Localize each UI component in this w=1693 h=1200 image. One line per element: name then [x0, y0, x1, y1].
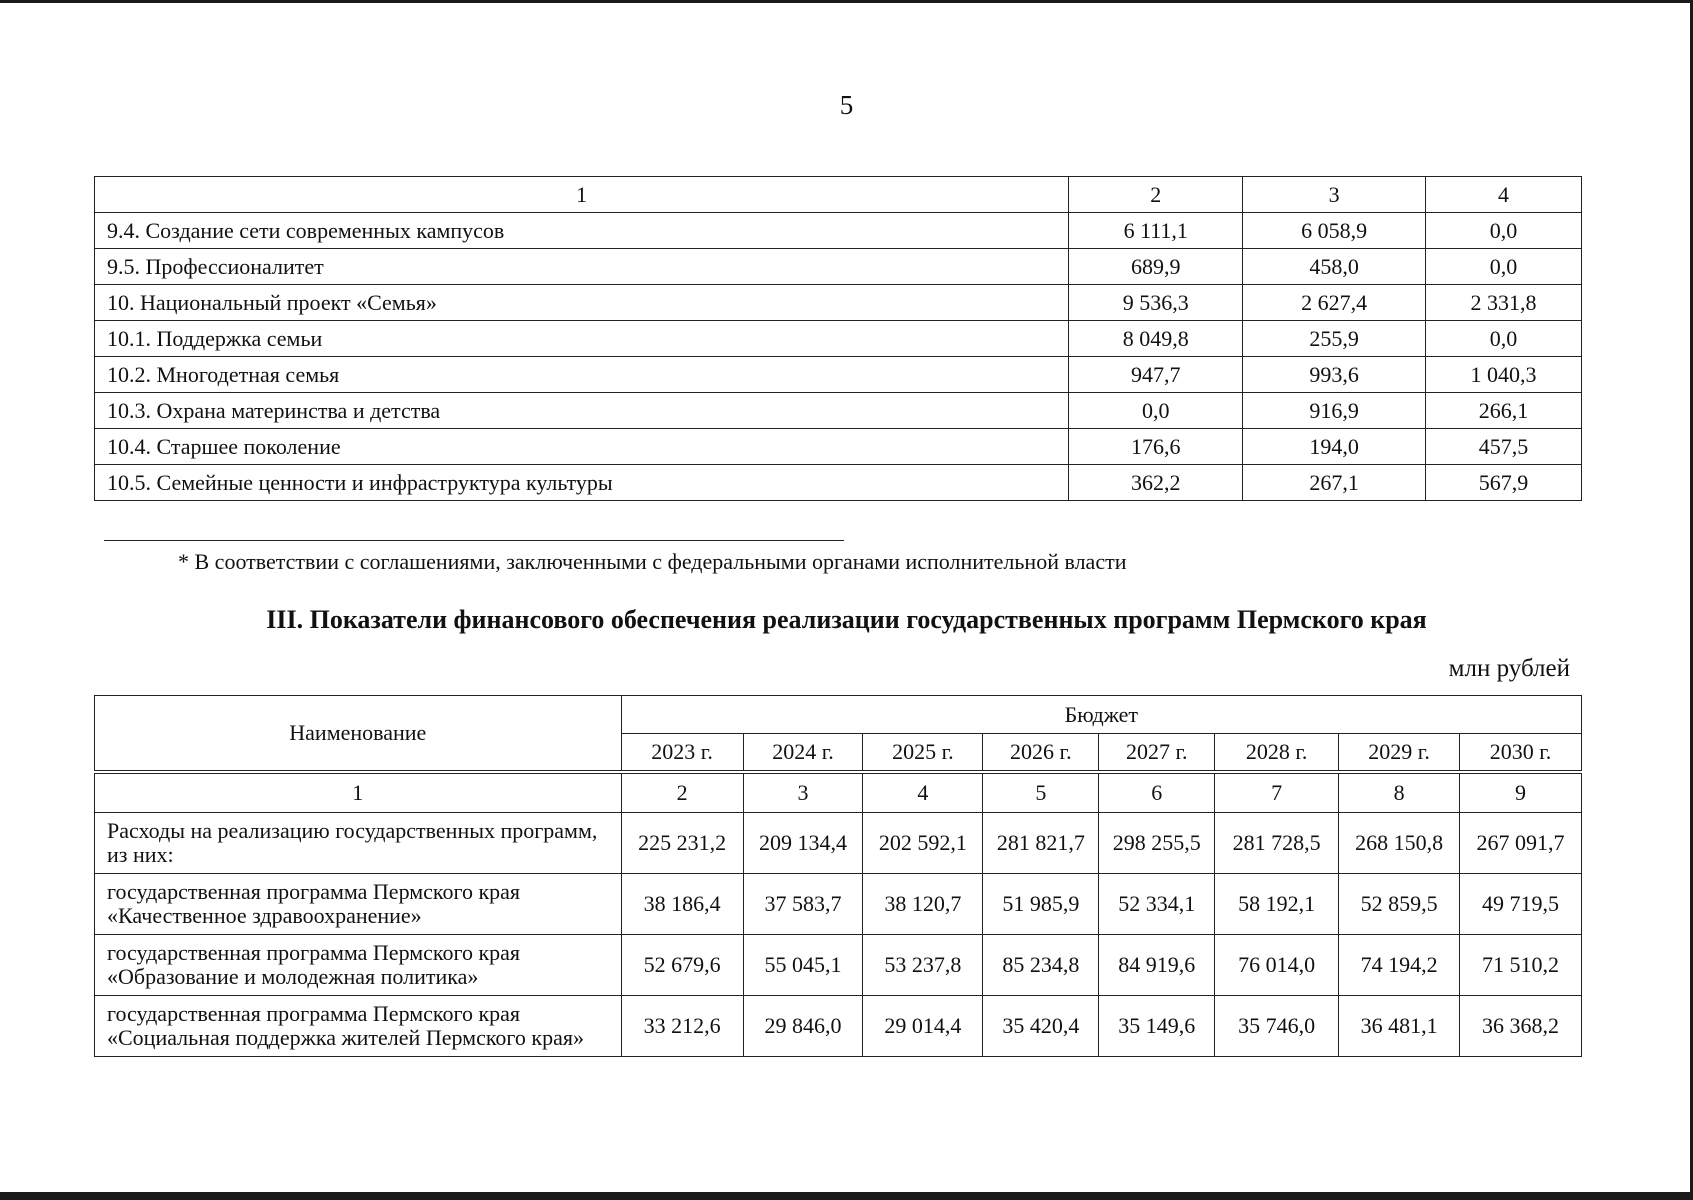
row-value: 2 331,8	[1426, 285, 1582, 321]
table-row	[95, 321, 1582, 357]
row-value: 52 679,6	[621, 935, 743, 996]
row-value: 33 212,6	[621, 996, 743, 1057]
row-value: 8 049,8	[1069, 321, 1243, 357]
row-name: 10. Национальный проект «Семья»	[95, 285, 1069, 321]
year-header: 2030 г.	[1460, 734, 1582, 773]
row-name: 10.4. Старшее поколение	[95, 429, 1069, 465]
row-value: 362,2	[1069, 465, 1243, 501]
row-value: 35 149,6	[1099, 996, 1215, 1057]
row-value: 458,0	[1243, 249, 1426, 285]
row-value: 76 014,0	[1215, 935, 1339, 996]
table-header-row	[95, 177, 1582, 213]
year-header: 2027 г.	[1099, 734, 1215, 773]
row-value: 916,9	[1243, 393, 1426, 429]
column-number: 2	[1069, 177, 1243, 213]
table-row	[95, 357, 1582, 393]
row-name-line: «Качественное здравоохранение»	[107, 903, 422, 928]
row-value: 84 919,6	[1099, 935, 1215, 996]
row-name-line: «Социальная поддержка жителей Пермского края»	[107, 1025, 584, 1050]
row-value: 281 821,7	[983, 813, 1099, 874]
column-number: 3	[743, 772, 863, 813]
row-value: 74 194,2	[1339, 935, 1460, 996]
table-row	[95, 429, 1582, 465]
table-row	[95, 935, 1582, 996]
row-value: 71 510,2	[1460, 935, 1582, 996]
year-header: 2025 г.	[863, 734, 983, 773]
row-value: 35 420,4	[983, 996, 1099, 1057]
row-name	[95, 935, 622, 996]
row-value: 0,0	[1069, 393, 1243, 429]
name-header: Наименование	[95, 696, 622, 773]
column-number: 2	[621, 772, 743, 813]
row-value: 1 040,3	[1426, 357, 1582, 393]
row-value: 38 120,7	[863, 874, 983, 935]
footnote-separator	[104, 540, 844, 541]
row-name-line: Расходы на реализацию государственных программ,	[107, 818, 598, 843]
row-value: 52 859,5	[1339, 874, 1460, 935]
row-value: 51 985,9	[983, 874, 1099, 935]
row-value: 255,9	[1243, 321, 1426, 357]
row-value: 36 481,1	[1339, 996, 1460, 1057]
year-header: 2023 г.	[621, 734, 743, 773]
row-value: 194,0	[1243, 429, 1426, 465]
section-title: III. Показатели финансового обеспечения реализации государственных программ Пермского края	[266, 605, 1427, 634]
row-value: 993,6	[1243, 357, 1426, 393]
row-name-line: государственная программа Пермского края	[107, 1001, 521, 1026]
row-name: 10.2. Многодетная семья	[95, 357, 1069, 393]
row-name	[95, 874, 622, 935]
row-name: 9.4. Создание сети современных кампусов	[95, 213, 1069, 249]
column-number: 1	[95, 177, 1069, 213]
units-label: млн рублей	[1448, 655, 1570, 682]
row-value: 0,0	[1426, 249, 1582, 285]
row-name-line: «Образование и молодежная политика»	[107, 964, 479, 989]
table-header-row	[95, 696, 1582, 734]
footnote: * В соответствии с соглашениями, заключенными с федеральными органами исполнительной власти	[178, 549, 1127, 574]
row-value: 6 111,1	[1069, 213, 1243, 249]
column-number: 9	[1460, 772, 1582, 813]
row-value: 52 334,1	[1099, 874, 1215, 935]
row-value: 281 728,5	[1215, 813, 1339, 874]
targets-table-continued	[94, 176, 1582, 501]
row-value: 267 091,7	[1460, 813, 1582, 874]
scan-border-bottom	[0, 1192, 1693, 1200]
table-row	[95, 285, 1582, 321]
row-value: 38 186,4	[621, 874, 743, 935]
row-name	[95, 813, 622, 874]
table-row	[95, 465, 1582, 501]
column-number: 8	[1339, 772, 1460, 813]
column-number: 4	[1426, 177, 1582, 213]
table-row	[95, 874, 1582, 935]
financing-table	[94, 695, 1582, 1057]
row-value: 29 014,4	[863, 996, 983, 1057]
scan-border-top	[0, 0, 1693, 3]
table-row	[95, 996, 1582, 1057]
row-value: 176,6	[1069, 429, 1243, 465]
row-name: 10.5. Семейные ценности и инфраструктура культуры	[95, 465, 1069, 501]
row-name-line: государственная программа Пермского края	[107, 879, 521, 904]
row-value: 567,9	[1426, 465, 1582, 501]
row-name-line: государственная программа Пермского края	[107, 940, 521, 965]
row-value: 36 368,2	[1460, 996, 1582, 1057]
table-row	[95, 393, 1582, 429]
table-row	[95, 813, 1582, 874]
row-name: 9.5. Профессионалитет	[95, 249, 1069, 285]
column-number: 1	[95, 772, 622, 813]
row-name: 10.1. Поддержка семьи	[95, 321, 1069, 357]
row-value: 225 231,2	[621, 813, 743, 874]
row-value: 85 234,8	[983, 935, 1099, 996]
row-value: 9 536,3	[1069, 285, 1243, 321]
row-value: 6 058,9	[1243, 213, 1426, 249]
row-value: 947,7	[1069, 357, 1243, 393]
row-value: 457,5	[1426, 429, 1582, 465]
row-value: 689,9	[1069, 249, 1243, 285]
table-row	[95, 213, 1582, 249]
row-value: 266,1	[1426, 393, 1582, 429]
year-header: 2029 г.	[1339, 734, 1460, 773]
column-number: 4	[863, 772, 983, 813]
row-value: 53 237,8	[863, 935, 983, 996]
year-header: 2026 г.	[983, 734, 1099, 773]
table-row	[95, 249, 1582, 285]
row-value: 29 846,0	[743, 996, 863, 1057]
row-name	[95, 996, 622, 1057]
row-value: 35 746,0	[1215, 996, 1339, 1057]
row-value: 267,1	[1243, 465, 1426, 501]
column-number-row	[95, 772, 1582, 813]
column-number: 6	[1099, 772, 1215, 813]
budget-header: Бюджет	[621, 696, 1581, 734]
row-value: 2 627,4	[1243, 285, 1426, 321]
row-value: 268 150,8	[1339, 813, 1460, 874]
row-name: 10.3. Охрана материнства и детства	[95, 393, 1069, 429]
row-value: 298 255,5	[1099, 813, 1215, 874]
column-number: 5	[983, 772, 1099, 813]
year-header: 2024 г.	[743, 734, 863, 773]
year-header: 2028 г.	[1215, 734, 1339, 773]
row-value: 49 719,5	[1460, 874, 1582, 935]
row-value: 58 192,1	[1215, 874, 1339, 935]
page-number: 5	[839, 90, 854, 120]
row-value: 202 592,1	[863, 813, 983, 874]
row-value: 55 045,1	[743, 935, 863, 996]
row-value: 209 134,4	[743, 813, 863, 874]
row-value: 0,0	[1426, 213, 1582, 249]
column-number: 7	[1215, 772, 1339, 813]
column-number: 3	[1243, 177, 1426, 213]
row-value: 37 583,7	[743, 874, 863, 935]
row-value: 0,0	[1426, 321, 1582, 357]
row-name-line: из них:	[107, 842, 174, 867]
